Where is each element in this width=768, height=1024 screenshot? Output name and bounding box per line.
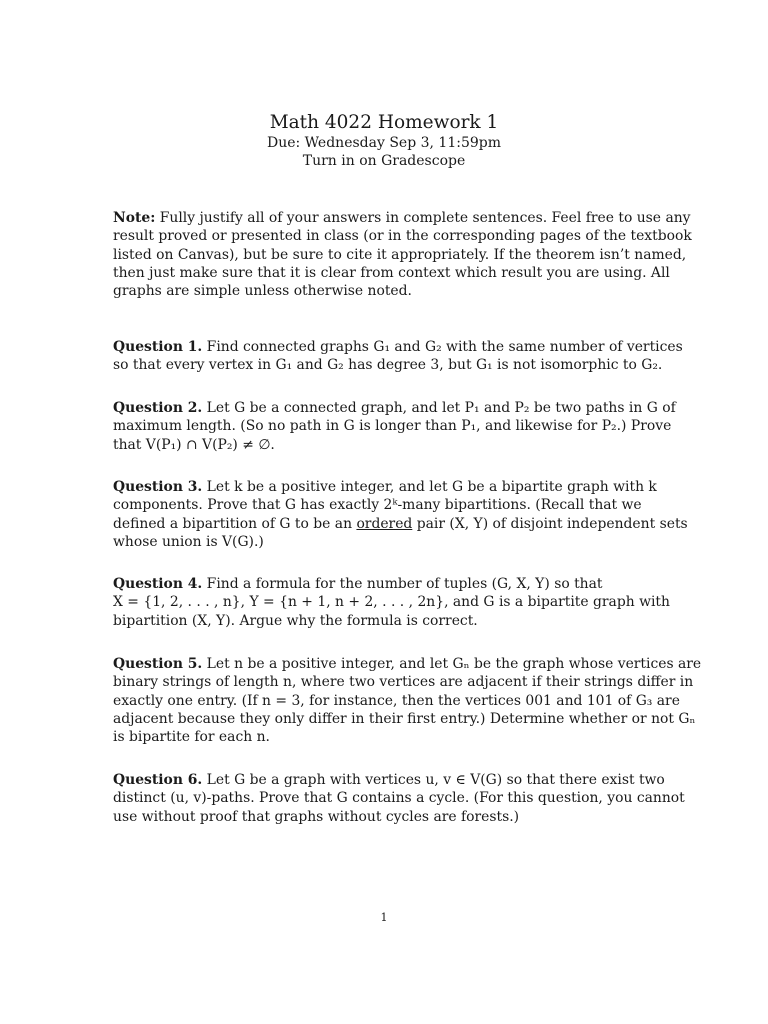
question-label: Question 4.: [113, 576, 203, 592]
question-label: Question 6.: [113, 772, 203, 788]
question-1: Question 1. Find connected graphs G₁ and G₂ with the same number of vertices so that every vertex in G₁ and G₂ has degree 3, but G₁ is not isomorphic to G₂.: [113, 339, 683, 374]
document-title: Math 4022 Homework 1: [269, 112, 499, 133]
question-6: Question 6. Let G be a graph with vertices u, v ∈ V(G) so that there exist two distinct (u, v)-paths. Prove that G contains a cycle. (For this question, you cannot use without proof that graphs without cycles are forests.): [113, 772, 685, 825]
question-2: Question 2. Let G be a connected graph, and let P₁ and P₂ be two paths in G of maximum length. (So no path in G is longer than P₁, and likewise for P₂.) Prove that V(P₁) ∩ V(P₂) ≠ ∅.: [113, 400, 676, 453]
note-label: Note:: [113, 210, 156, 226]
page-number: 1: [380, 911, 388, 924]
question-3: Question 3. Let k be a positive integer, and let G be a bipartite graph with k components. Prove that G has exactly 2ᵏ-many bipartitions. (Recall that we defined a bipartition of G to be an ordered pair (X, Y) of disjoint independent sets whose union is V(G).): [113, 479, 688, 550]
question-4: Question 4. Find a formula for the number of tuples (G, X, Y) so that X = {1, 2, . . . , n}, Y = {n + 1, n + 2, . . . , 2n}, and G is a bipartite graph with bipartition (X, Y). Argue why the formula is correct.: [113, 576, 670, 629]
question-label: Question 3.: [113, 479, 203, 495]
note-line: then just make sure that it is clear from context which result you are using. All: [113, 264, 670, 281]
question-5: Question 5. Let n be a positive integer, and let Gₙ be the graph whose vertices are binary strings of length n, where two vertices are adjacent if their strings differ in exactly one entry. (If n = 3, for instance, then the vertices 001 and 101 of G₃ are adjacent because they only differ in their first entry.) Determine whether or not Gₙ is bipartite for each n.: [113, 656, 702, 746]
note-line: result proved or presented in class (or in the corresponding pages of the textbook: [113, 228, 692, 245]
note-line: Note: Fully justify all of your answers in complete sentences. Feel free to use any: [113, 210, 691, 226]
note-line: listed on Canvas), but be sure to cite it appropriately. If the theorem isn’t named,: [113, 246, 687, 263]
due-date: Due: Wednesday Sep 3, 11:59pm: [266, 135, 502, 151]
question-label: Question 1.: [113, 339, 203, 355]
note-line: graphs are simple unless otherwise noted.: [113, 283, 412, 300]
question-label: Question 2.: [113, 400, 203, 416]
note-paragraph: [113, 209, 692, 300]
submission-instructions: Turn in on Gradescope: [302, 153, 466, 169]
question-label: Question 5.: [113, 656, 203, 672]
underlined-word: ordered: [356, 515, 413, 532]
